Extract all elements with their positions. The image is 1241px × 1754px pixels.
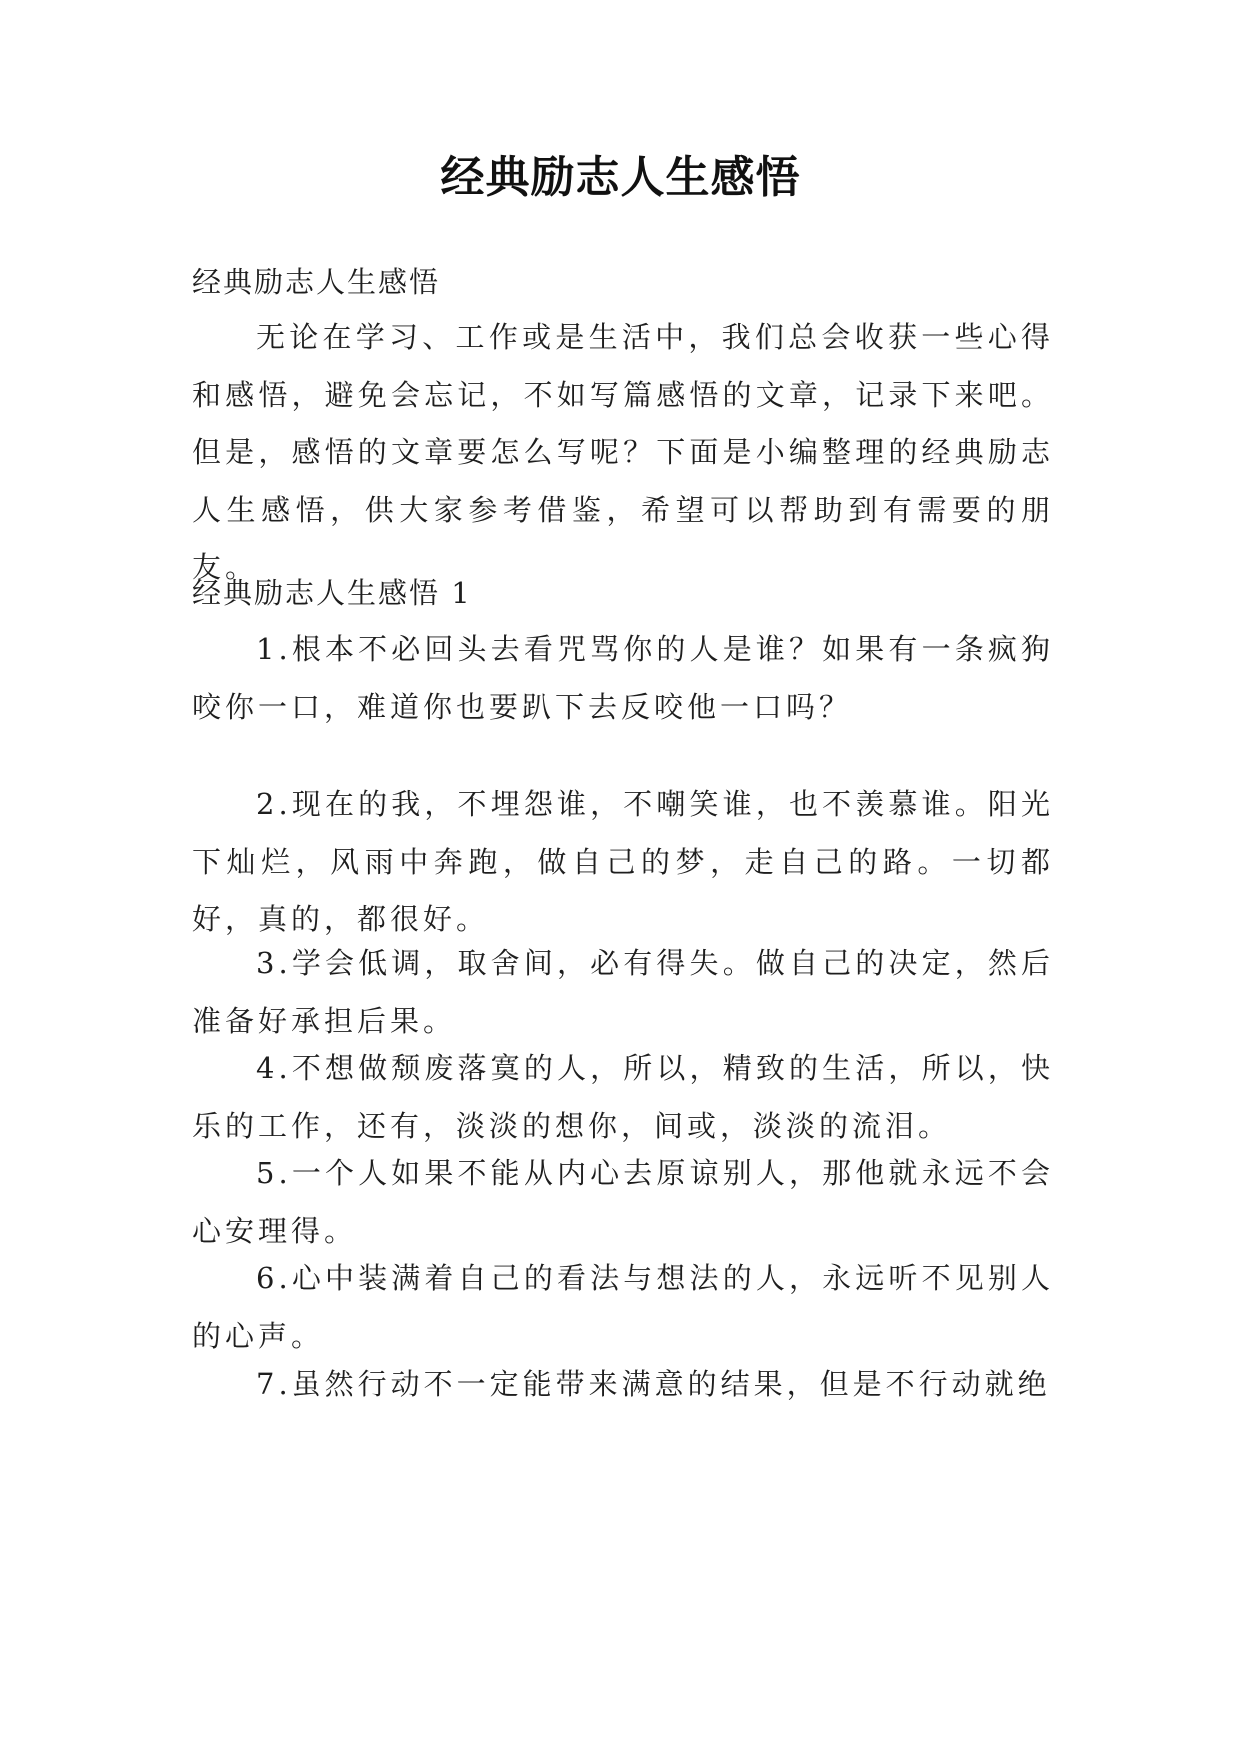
intro-heading: 经典励志人生感悟	[192, 265, 441, 299]
list-item-7: 7.虽然行动不一定能带来满意的结果，但是不行动就绝	[256, 1367, 1051, 1401]
list-item-4: 4.不想做颓废落寞的人，所以，精致的生活，所以，快乐的工作，还有，淡淡的想你，间或，淡淡的流泪。	[192, 1051, 1054, 1143]
list-item-3: 3.学会低调，取舍间，必有得失。做自己的决定，然后准备好承担后果。	[192, 946, 1054, 1038]
intro-paragraph: 无论在学习、工作或是生活中，我们总会收获一些心得和感悟，避免会忘记，不如写篇感悟的文章，记录下来吧。但是，感悟的文章要怎么写呢？下面是小编整理的经典励志人生感悟，供大家参考借鉴，希望可以帮助到有需要的朋友。	[192, 320, 1054, 584]
list-item-2: 2.现在的我，不埋怨谁，不嘲笑谁，也不羡慕谁。阳光下灿烂，风雨中奔跑，做自己的梦，走自己的路。一切都好，真的，都很好。	[192, 787, 1054, 936]
list-item-5: 5.一个人如果不能从内心去原谅别人，那他就永远不会心安理得。	[192, 1156, 1054, 1248]
section-heading: 经典励志人生感悟 1	[192, 576, 472, 610]
list-item-1: 1.根本不必回头去看咒骂你的人是谁？如果有一条疯狗咬你一口，难道你也要趴下去反咬他一口吗？	[192, 632, 1054, 724]
list-item-6: 6.心中装满着自己的看法与想法的人，永远听不见别人的心声。	[192, 1261, 1054, 1353]
document-title: 经典励志人生感悟	[440, 152, 801, 203]
